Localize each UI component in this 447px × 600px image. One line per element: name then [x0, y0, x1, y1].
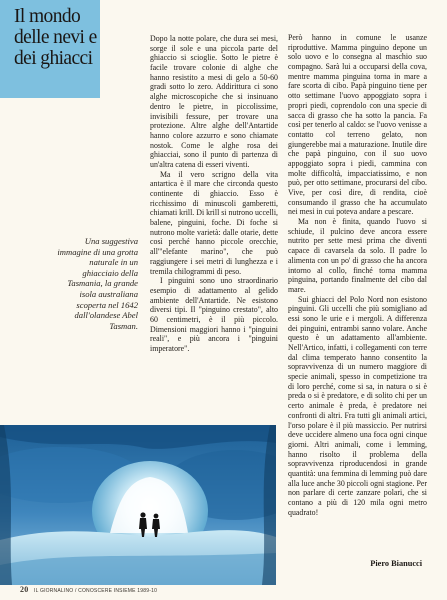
- paragraph: Però hanno in comune le usanze riproduttive. Mamma pinguino depone un solo uovo e lo consegna al maschio suo compagno. Sarà lui a occuparsi della cova, mentre mamma pinguina torna in mare a fare scorta di cibo. Papà pinguino tiene per otto settimane l'uovo appoggiato sopra i propri piedi, coprendolo con una specie di sacca di grasso che ha sotto la pancia. Fa così per tenerlo al caldo: se l'uovo venisse a contatto col terreno gelato, non giungerebbe mai a maturazione. Inutile dire che papà pinguino, con il suo uovo appoggiato sopra i piedi, cammina con molte difficoltà, impacciatissimo, e non può, per otto settimane, procurarsi del cibo. Vive, per così dire, di rendita, cioè consumando il grasso che ha accumulato nei mesi in cui poteva andare a pescare.: [288, 33, 427, 217]
- paragraph: Ma non è finita, quando l'uovo si schiude, il pulcino deve ancora essere nutrito per sette mesi prima che diventi capace di cavarsela da solo. Il padre lo alimenta con un po' di grasso che ha ancora intorno al collo, finché torna mamma pinguina, portando finalmente del cibo dal mare.: [288, 217, 427, 294]
- ice-cave-photo: [0, 425, 276, 585]
- page-number: 20: [20, 585, 29, 594]
- author-signature: Piero Bianucci: [370, 559, 422, 568]
- article-column-1: [150, 34, 278, 354]
- page-title: Il mondo delle nevi e dei ghiacci: [14, 6, 97, 69]
- paragraph: Sui ghiacci del Polo Nord non esistono pinguini. Gli uccelli che più somigliano ad essi sono le urie e i mergoli. A differenza dei pinguini, entrambi sanno volare. Anche questo è un adattamento all'ambiente. Nell'Artico, infatti, i collegamenti con terre dal clima temperato hanno consentito la sopravvivenza di un numero maggiore di specie animali, spesso in competizione tra di loro perché, come si sa, in natura o si è preda o si è predatore, e di solito chi per un certo animale è preda, è predatore nei confronti di altri. Fra tutti gli animali artici, l'orso polare è il più massiccio. Per nutrirsi deve uccidere almeno una foca ogni cinque giorni. Altri animali, come i lemming, hanno risolto il problema della sopravvivenza riproducendosi in grande quantità: una femmina di lemming può dare alla luce anche 30 piccoli ogni stagione. Per non parlare di certe zanzare polari, che si contano a più di 120 mila ogni metro quadrato!: [288, 294, 427, 517]
- ice-cave-illustration: [0, 425, 276, 585]
- photo-caption: Una suggestiva immagine di una grotta naturale in un ghiacciaio della Tasmania, la grande isola australiana scoperta nel 1642 dall'olandese Abel Tasman.: [57, 236, 138, 331]
- page-footer: [20, 585, 157, 594]
- article-column-2: [288, 33, 427, 517]
- paragraph: Dopo la notte polare, che dura sei mesi, sorge il sole e una piccola parte del ghiaccio si scioglie. Sotto le pietre è facile trovare colonie di alghe che hanno resistito a mesi di gelo a 50-60 gradi sotto lo zero. Addirittura ci sono alghe microscopiche che si insinuano dentro le pietre, in piccolissime, invisibili fessure, per trovare una protezione. Altre alghe dell'Antartide hanno colore azzurro e sono chiamate nostok. Come le alghe rosa dei ghiacciai, sono il punto di partenza di un'altra catena di esseri viventi.: [150, 34, 278, 169]
- paragraph: Ma il vero scrigno della vita antartica è il mare che circonda questo continente di ghiaccio. Esso è ricchissimo di minuscoli gamberetti, chiamati krill. Di krill si nutrono uccelli, balene, pinguini, foche. Di foche si nutrono molte varietà: dalle otarie, dette così perché hanno piccole orecchie, all'"elefante marino", che può raggiungere i sei metri di lunghezza e i tremila chilogrammi di peso.: [150, 169, 278, 276]
- paragraph: I pinguini sono uno straordinario esempio di adattamento al gelido ambiente dell'Antartide. Ne esistono diversi tipi. Il "pinguino crestato", alto 60 centimetri, è il più piccolo. Dimensioni maggiori hanno i "pinguini reali", e più ancora i "pinguini imperatore".: [150, 276, 278, 353]
- footer-text: IL GIORNALINO / CONOSCERE INSIEME 1989-10: [34, 588, 158, 594]
